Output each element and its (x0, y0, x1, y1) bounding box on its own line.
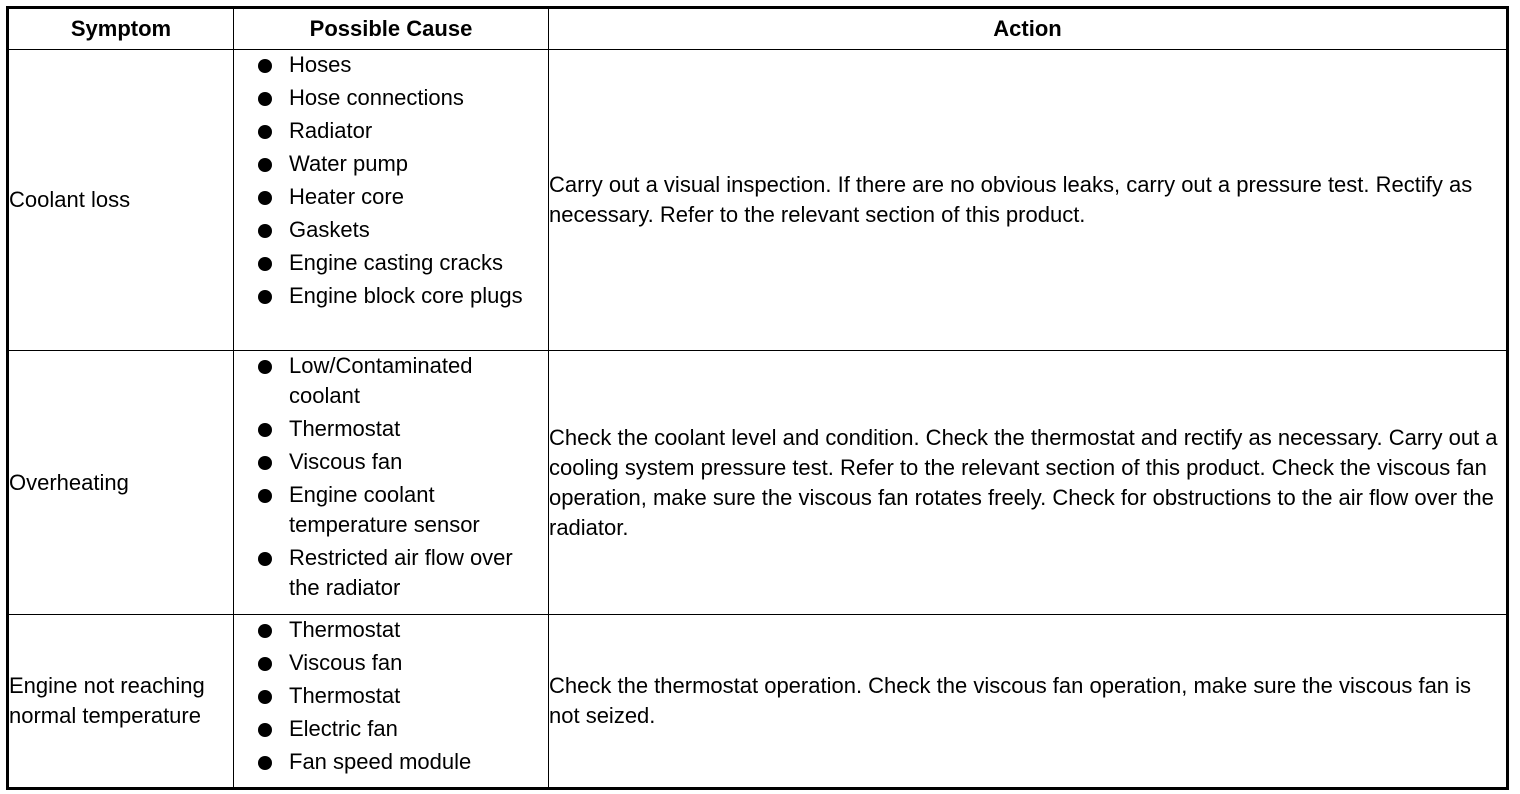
list-item (234, 248, 548, 278)
table-row (8, 351, 1508, 615)
symptom-cell: Overheating (8, 351, 234, 615)
cause-cell (234, 351, 549, 615)
bullet-icon (258, 423, 272, 437)
cause-header: Possible Cause (234, 8, 549, 50)
bullet-icon (258, 690, 272, 704)
cause-text: Water pump (289, 151, 409, 176)
action-header: Action (549, 8, 1508, 50)
list-item (234, 83, 548, 113)
list-item (234, 447, 548, 477)
bullet-icon (258, 723, 272, 737)
cause-text: Engine casting cracks (289, 250, 503, 275)
list-item (234, 615, 548, 645)
cause-text: Restricted air flow over the radiator (289, 545, 513, 600)
bullet-icon (258, 360, 272, 374)
cause-text: Electric fan (289, 716, 398, 741)
cause-text: Hose connections (289, 85, 464, 110)
bullet-icon (258, 624, 272, 638)
cause-text: Heater core (289, 184, 404, 209)
cause-text: Fan speed module (289, 749, 472, 774)
cause-text: Low/Contaminated coolant (289, 353, 473, 408)
list-item (234, 414, 548, 444)
cause-text: Engine block core plugs (289, 283, 523, 308)
bullet-icon (258, 257, 272, 271)
bullet-icon (258, 59, 272, 73)
cause-cell (234, 50, 549, 351)
list-item (234, 281, 548, 311)
bullet-icon (258, 756, 272, 770)
action-cell: Check the thermostat operation. Check the viscous fan operation, make sure the viscous fan is not seized. (549, 615, 1508, 789)
list-item (234, 648, 548, 678)
bullet-icon (258, 456, 272, 470)
cause-text: Thermostat (289, 683, 401, 708)
bullet-icon (258, 290, 272, 304)
bullet-icon (258, 489, 272, 503)
header-row (8, 8, 1508, 50)
list-item (234, 351, 548, 411)
bullet-icon (258, 657, 272, 671)
action-cell: Check the coolant level and condition. Check the thermostat and rectify as necessary. Carry out a cooling system pressure test. Refer to the relevant section of this product. Check the viscous fan operation, make sure the viscous fan rotates freely. Check for obstructions to the air flow over the radiator. (549, 351, 1508, 615)
bullet-icon (258, 158, 272, 172)
cause-text: Hoses (289, 52, 352, 77)
list-item (234, 714, 548, 744)
list-item (234, 50, 548, 80)
diagnosis-table (6, 6, 1509, 790)
cause-text: Viscous fan (289, 449, 403, 474)
cause-cell (234, 615, 549, 789)
bullet-icon (258, 224, 272, 238)
list-item (234, 543, 548, 603)
action-cell: Carry out a visual inspection. If there are no obvious leaks, carry out a pressure test. Rectify as necessary. Refer to the relevant section of this product. (549, 50, 1508, 351)
cause-text: Viscous fan (289, 650, 403, 675)
bullet-icon (258, 92, 272, 106)
cause-list (234, 615, 548, 777)
table-row (8, 615, 1508, 789)
list-item (234, 182, 548, 212)
bullet-icon (258, 552, 272, 566)
list-item (234, 215, 548, 245)
symptom-cell: Coolant loss (8, 50, 234, 351)
cause-list (234, 50, 548, 311)
cause-text: Thermostat (289, 416, 401, 441)
list-item (234, 681, 548, 711)
cause-text: Thermostat (289, 617, 401, 642)
symptom-header: Symptom (8, 8, 234, 50)
list-item (234, 116, 548, 146)
bullet-icon (258, 191, 272, 205)
bullet-icon (258, 125, 272, 139)
cause-text: Gaskets (289, 217, 370, 242)
cause-text: Engine coolant temperature sensor (289, 482, 480, 537)
list-item (234, 480, 548, 540)
cause-list (234, 351, 548, 603)
list-item (234, 149, 548, 179)
cause-text: Radiator (289, 118, 373, 143)
list-item (234, 747, 548, 777)
symptom-cell: Engine not reaching normal temperature (8, 615, 234, 789)
table-row (8, 50, 1508, 351)
